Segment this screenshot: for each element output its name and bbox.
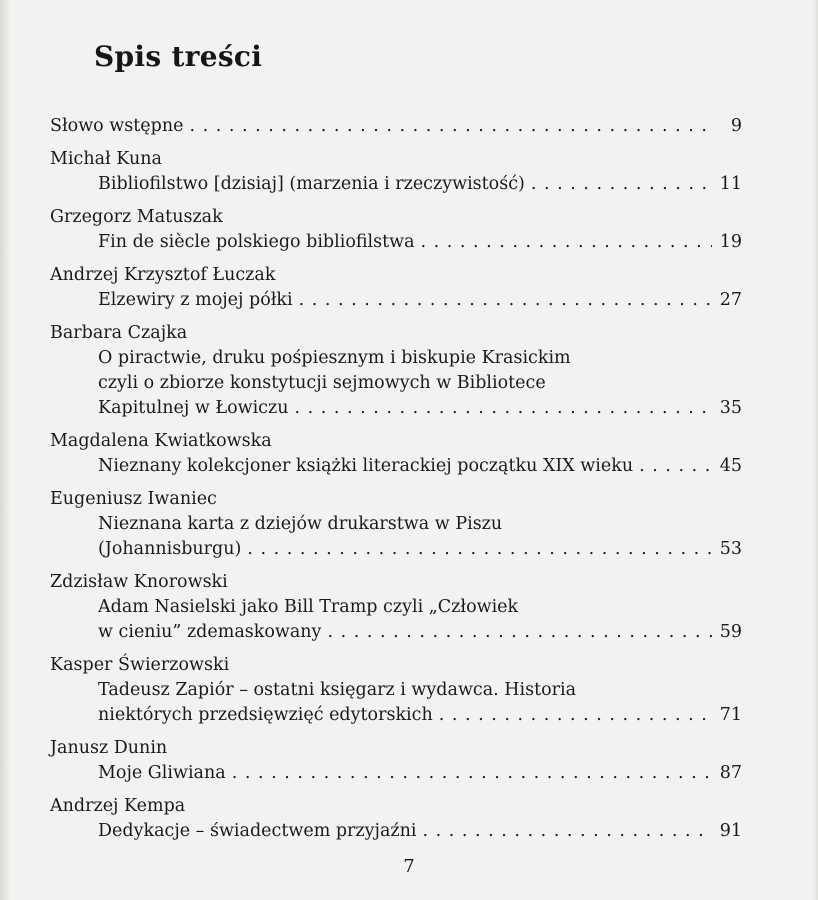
toc-entry bbox=[50, 114, 742, 139]
toc-author: Andrzej Krzysztof Łuczak bbox=[50, 265, 276, 285]
toc-leader-line bbox=[98, 819, 742, 844]
toc-entry bbox=[50, 429, 742, 479]
toc-leader-line bbox=[98, 703, 742, 728]
toc-author: Barbara Czajka bbox=[50, 323, 188, 343]
toc-title-line: Słowo wstępne bbox=[50, 116, 184, 136]
toc-entry bbox=[50, 205, 742, 255]
dot-leader bbox=[189, 114, 712, 139]
toc-leader-line bbox=[98, 454, 742, 479]
toc-title-line: czyli o zbiorze konstytucji sejmowych w Bibliotece bbox=[98, 373, 546, 393]
toc-leader-line bbox=[98, 396, 742, 421]
toc-page-number: 11 bbox=[719, 174, 742, 194]
toc-title-line: w cieniu” zdemaskowany bbox=[98, 622, 322, 642]
toc-page-number: 45 bbox=[719, 456, 742, 476]
toc-title-line: Dedykacje – świadectwem przyjaźni bbox=[98, 821, 417, 841]
table-of-contents bbox=[50, 114, 742, 852]
page-edge-shadow bbox=[812, 0, 818, 900]
toc-work-title bbox=[50, 512, 742, 562]
dot-leader bbox=[439, 703, 712, 728]
toc-author: Andrzej Kempa bbox=[50, 796, 186, 816]
toc-work-title bbox=[50, 454, 742, 479]
toc-entry bbox=[50, 570, 742, 645]
toc-work-title bbox=[50, 678, 742, 728]
toc-page-number: 9 bbox=[730, 116, 742, 136]
toc-page-number: 59 bbox=[719, 622, 742, 642]
toc-author: Grzegorz Matuszak bbox=[50, 207, 223, 227]
toc-leader-line bbox=[98, 620, 742, 645]
toc-work-title bbox=[50, 595, 742, 645]
toc-title-line: Fin de siècle polskiego bibliofilstwa bbox=[98, 232, 415, 252]
toc-entry bbox=[50, 147, 742, 197]
toc-page-number: 53 bbox=[719, 539, 742, 559]
toc-leader-line bbox=[98, 537, 742, 562]
toc-title-line: Moje Gliwiana bbox=[98, 763, 226, 783]
toc-page-number: 87 bbox=[719, 763, 742, 783]
dot-leader bbox=[294, 396, 712, 421]
dot-leader bbox=[639, 454, 712, 479]
toc-author: Eugeniusz Iwaniec bbox=[50, 489, 217, 509]
toc-page-number: 91 bbox=[719, 821, 742, 841]
toc-work-title bbox=[50, 346, 742, 421]
dot-leader bbox=[531, 172, 712, 197]
toc-leader-line bbox=[98, 172, 742, 197]
toc-author: Zdzisław Knorowski bbox=[50, 572, 228, 592]
toc-entry bbox=[50, 487, 742, 562]
toc-page-number: 19 bbox=[719, 232, 742, 252]
toc-title-line: Nieznany kolekcjoner książki literackiej początku XIX wieku bbox=[98, 456, 634, 476]
toc-entry bbox=[50, 653, 742, 728]
toc-entry bbox=[50, 321, 742, 421]
toc-entry bbox=[50, 263, 742, 313]
toc-title-line: Tadeusz Zapiór – ostatni księgarz i wydawca. Historia bbox=[98, 680, 577, 700]
dot-leader bbox=[299, 288, 712, 313]
toc-work-title bbox=[50, 114, 742, 139]
toc-work-title bbox=[50, 761, 742, 786]
toc-author: Michał Kuna bbox=[50, 149, 162, 169]
toc-title-line: Kapitulnej w Łowiczu bbox=[98, 398, 289, 418]
toc-title-line: O piractwie, druku pośpiesznym i biskupie Krasickim bbox=[98, 348, 571, 368]
dot-leader bbox=[232, 761, 712, 786]
toc-title-line: Adam Nasielski jako Bill Tramp czyli „Człowiek bbox=[98, 597, 519, 617]
page-number: 7 bbox=[403, 856, 415, 877]
toc-leader-line bbox=[98, 288, 742, 313]
toc-author: Magdalena Kwiatkowska bbox=[50, 431, 272, 451]
dot-leader bbox=[421, 230, 712, 255]
dot-leader bbox=[247, 537, 712, 562]
toc-work-title bbox=[50, 230, 742, 255]
toc-leader-line bbox=[98, 761, 742, 786]
toc-entry bbox=[50, 736, 742, 786]
dot-leader bbox=[327, 620, 712, 645]
dot-leader bbox=[422, 819, 712, 844]
page-title: Spis treści bbox=[94, 40, 263, 73]
toc-title-line: niektórych przedsięwzięć edytorskich bbox=[98, 705, 433, 725]
toc-page-number: 71 bbox=[719, 705, 742, 725]
toc-entry bbox=[50, 794, 742, 844]
toc-author: Janusz Dunin bbox=[50, 738, 168, 758]
toc-author: Kasper Świerzowski bbox=[50, 655, 230, 675]
toc-leader-line bbox=[50, 114, 742, 139]
page-gutter-shadow bbox=[0, 0, 10, 900]
toc-leader-line bbox=[98, 230, 742, 255]
toc-title-line: Bibliofilstwo [dzisiaj] (marzenia i rzeczywistość) bbox=[98, 174, 525, 194]
toc-page-number: 35 bbox=[719, 398, 742, 418]
toc-work-title bbox=[50, 288, 742, 313]
toc-work-title bbox=[50, 172, 742, 197]
toc-work-title bbox=[50, 819, 742, 844]
toc-title-line: Nieznana karta z dziejów drukarstwa w Piszu bbox=[98, 514, 503, 534]
toc-page-number: 27 bbox=[719, 290, 742, 310]
toc-title-line: (Johannisburgu) bbox=[98, 539, 242, 559]
toc-title-line: Elzewiry z mojej półki bbox=[98, 290, 293, 310]
